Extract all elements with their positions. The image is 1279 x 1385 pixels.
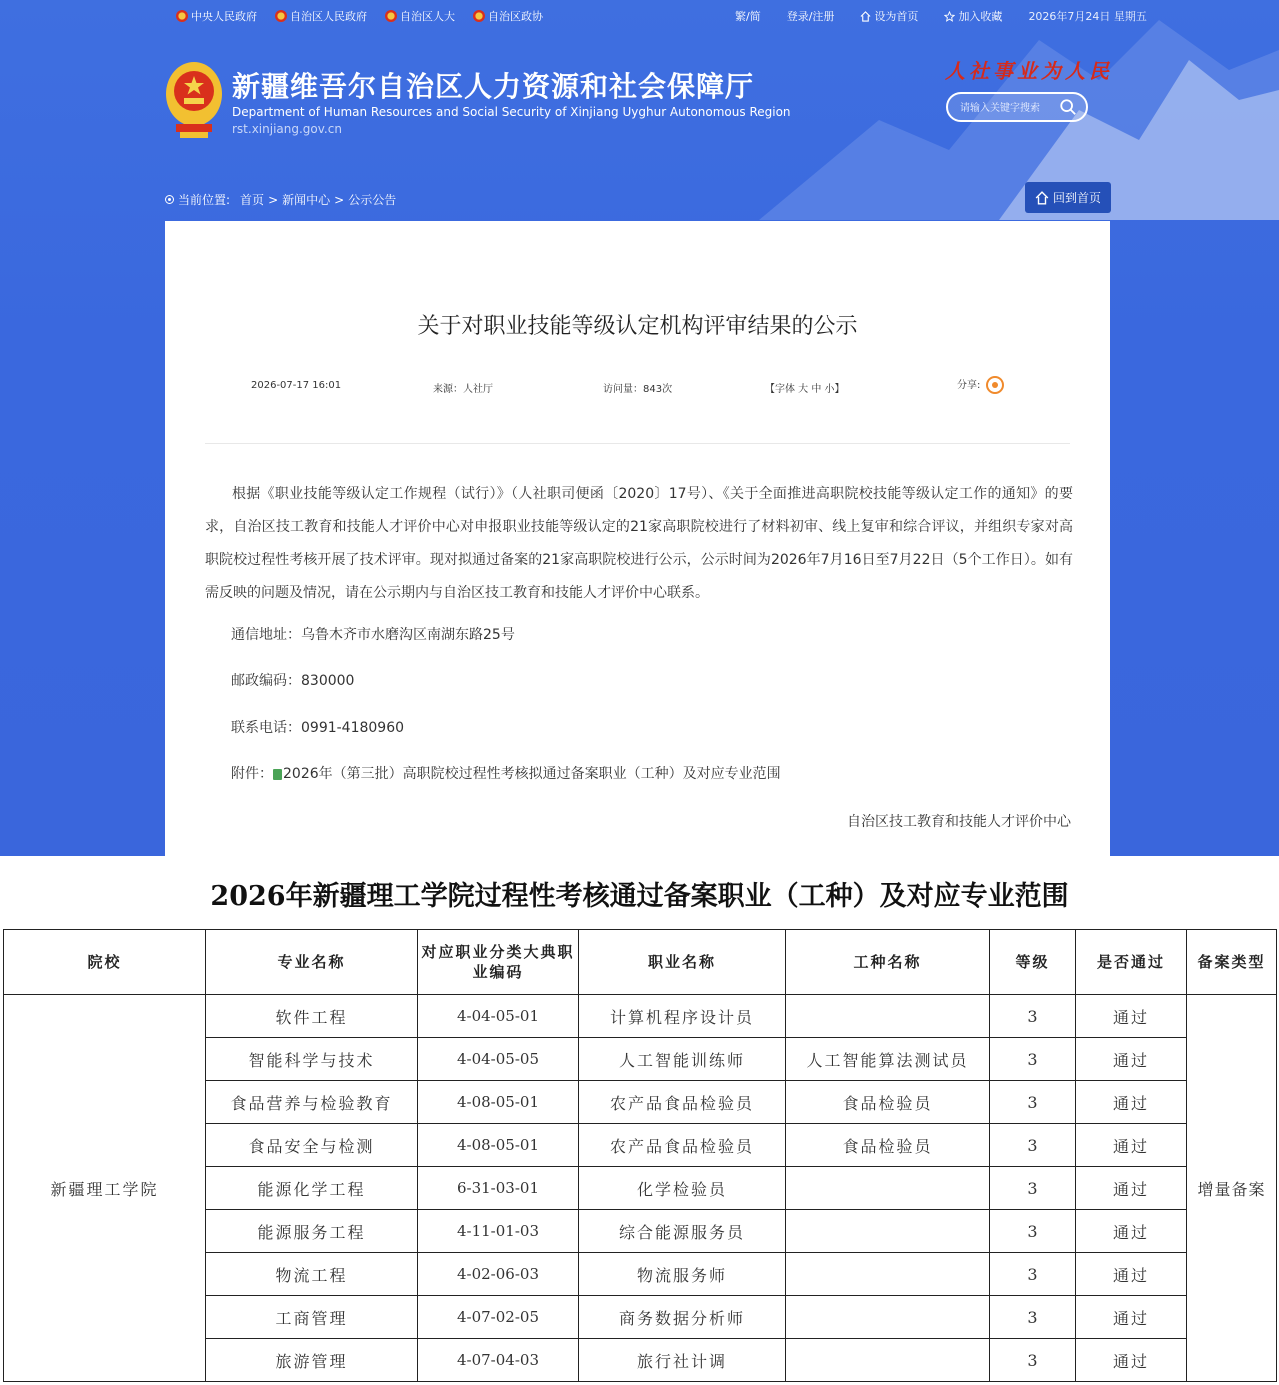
passed-cell: 通过	[1076, 1210, 1187, 1253]
article-body: 根据《职业技能等级认定工作规程（试行）》（人社职司便函〔2020〕17号）、《关于全面推进高职院校技能等级认定工作的通知》的要求，自治区技工教育和技能人才评价中心对申报职业技能等级认定的21家高职院校进行了材料初审、线上复审和综合评议，并组织专家对高职院校过程性考核开展了技术评审。现对拟通过备案的21家高职院校进行公示，公示时间为2026年7月16日至7月22日（5个工作日）。如有需反映的问题及情况，请在公示期内与自治区技工教育和技能人才评价中心联系。	[205, 486, 1073, 601]
home-icon	[1035, 191, 1049, 205]
job-cell: 人工智能算法测试员	[786, 1038, 990, 1081]
passed-cell: 通过	[1076, 1167, 1187, 1210]
attachment-label: 附件：	[231, 766, 273, 782]
table-row	[4, 995, 1277, 1038]
code-cell: 4-07-04-03	[418, 1339, 579, 1382]
job-cell	[786, 1210, 990, 1253]
level-cell: 3	[990, 1167, 1076, 1210]
breadcrumb-news[interactable]: 新闻中心	[282, 193, 331, 207]
column-header: 工种名称	[786, 930, 990, 995]
article-views: 访问量：843次	[603, 384, 673, 395]
occupation-cell: 综合能源服务员	[579, 1210, 786, 1253]
contact-postcode: 邮政编码：830000	[231, 673, 355, 689]
signature: 自治区技工教育和技能人才评价中心	[847, 814, 1071, 830]
level-cell: 3	[990, 1253, 1076, 1296]
contact-address: 通信地址：乌鲁木齐市水磨沟区南湖东路25号	[231, 627, 515, 643]
major-cell: 软件工程	[206, 995, 418, 1038]
attachment-sheet	[0, 856, 1279, 1385]
major-cell: 能源服务工程	[206, 1210, 418, 1253]
breadcrumb-home[interactable]: 首页	[240, 193, 265, 207]
sheet-title: 2026年新疆理工学院过程性考核通过备案职业（工种）及对应专业范围	[210, 881, 1069, 912]
slogan: 人社事业为人民	[945, 59, 1113, 83]
column-header: 等级	[990, 930, 1076, 995]
passed-cell: 通过	[1076, 1253, 1187, 1296]
occupation-table	[3, 929, 1277, 1382]
major-cell: 旅游管理	[206, 1339, 418, 1382]
file-icon	[273, 769, 282, 780]
lang-toggle[interactable]: 繁/简	[735, 10, 761, 23]
emblem-icon	[385, 10, 397, 22]
article-title: 关于对职业技能等级认定机构评审结果的公示	[417, 314, 858, 339]
emblem-icon	[176, 10, 188, 22]
occupation-cell: 物流服务师	[579, 1253, 786, 1296]
passed-cell: 通过	[1076, 1038, 1187, 1081]
search-box	[946, 92, 1088, 122]
column-header: 是否通过	[1076, 930, 1187, 995]
share-label: 分享:	[957, 380, 981, 391]
search-icon[interactable]	[1059, 98, 1077, 116]
home-icon	[860, 11, 871, 22]
passed-cell: 通过	[1076, 1339, 1187, 1382]
article-source: 来源：人社厅	[433, 384, 493, 395]
column-header: 专业名称	[206, 930, 418, 995]
font-size-control[interactable]: 【字体 大 中 小】	[765, 384, 845, 395]
article-date: 2026-07-17 16:01	[251, 380, 342, 391]
share-area	[957, 376, 1004, 394]
search-input[interactable]	[958, 99, 1062, 117]
occupation-cell: 化学检验员	[579, 1167, 786, 1210]
column-header: 院校	[4, 930, 206, 995]
level-cell: 3	[990, 1081, 1076, 1124]
occupation-cell: 旅行社计调	[579, 1339, 786, 1382]
job-cell	[786, 1167, 990, 1210]
breadcrumb-separator: >	[268, 192, 279, 207]
site-title: 新疆维吾尔自治区人力资源和社会保障厅	[232, 70, 755, 103]
article-card	[165, 221, 1110, 856]
occupation-cell: 人工智能训练师	[579, 1038, 786, 1081]
national-emblem-icon	[164, 58, 224, 142]
emblem-icon	[473, 10, 485, 22]
code-cell: 4-04-05-01	[418, 995, 579, 1038]
occupation-cell: 计算机程序设计员	[579, 995, 786, 1038]
top-bar	[0, 0, 1279, 30]
column-header: 备案类型	[1187, 930, 1277, 995]
major-cell: 智能科学与技术	[206, 1038, 418, 1081]
table-header-row	[4, 930, 1277, 995]
level-cell: 3	[990, 1339, 1076, 1382]
major-cell: 物流工程	[206, 1253, 418, 1296]
job-cell: 食品检验员	[786, 1081, 990, 1124]
occupation-cell: 农产品食品检验员	[579, 1081, 786, 1124]
level-cell: 3	[990, 995, 1076, 1038]
location-icon	[165, 195, 174, 204]
gov-link[interactable]: 自治区政协	[473, 8, 543, 24]
top-bar-right	[735, 8, 1147, 24]
breadcrumb	[165, 191, 396, 208]
job-cell: 食品检验员	[786, 1124, 990, 1167]
code-cell: 4-11-01-03	[418, 1210, 579, 1253]
code-cell: 4-02-06-03	[418, 1253, 579, 1296]
passed-cell: 通过	[1076, 1081, 1187, 1124]
column-header: 职业名称	[579, 930, 786, 995]
back-home-button[interactable]	[1025, 182, 1111, 213]
job-cell	[786, 995, 990, 1038]
passed-cell: 通过	[1076, 1296, 1187, 1339]
code-cell: 6-31-03-01	[418, 1167, 579, 1210]
breadcrumb-label: 当前位置:	[178, 193, 231, 207]
breadcrumb-separator: >	[334, 192, 345, 207]
column-header: 对应职业分类大典职业编码	[418, 930, 579, 995]
site-title-english: Department of Human Resources and Social Security of Xinjiang Uyghur Autonomous Region	[232, 105, 791, 119]
major-cell: 食品营养与检验教育	[206, 1081, 418, 1124]
code-cell: 4-08-05-01	[418, 1124, 579, 1167]
login-link[interactable]: 登录/注册	[786, 10, 835, 23]
gov-link[interactable]: 自治区人大	[385, 8, 455, 24]
divider	[205, 443, 1070, 444]
star-icon	[944, 11, 955, 22]
major-cell: 食品安全与检测	[206, 1124, 418, 1167]
school-cell: 新疆理工学院	[4, 995, 206, 1382]
contact-phone: 联系电话：0991-4180960	[231, 720, 405, 736]
passed-cell: 通过	[1076, 1124, 1187, 1167]
share-icon[interactable]	[986, 376, 1004, 394]
occupation-cell: 商务数据分析师	[579, 1296, 786, 1339]
major-cell: 能源化学工程	[206, 1167, 418, 1210]
gov-links	[176, 8, 543, 24]
gov-link[interactable]: 中央人民政府	[176, 8, 257, 24]
job-cell	[786, 1253, 990, 1296]
occupation-cell: 农产品食品检验员	[579, 1124, 786, 1167]
code-cell: 4-04-05-05	[418, 1038, 579, 1081]
attachment-link[interactable]: 2026年（第三批）高职院校过程性考核拟通过备案职业（工种）及对应专业范围	[283, 766, 781, 782]
job-cell	[786, 1339, 990, 1382]
level-cell: 3	[990, 1038, 1076, 1081]
level-cell: 3	[990, 1124, 1076, 1167]
filing-type-cell: 增量备案	[1187, 995, 1277, 1382]
current-date: 2026年7月24日 星期五	[1028, 10, 1147, 23]
code-cell: 4-07-02-05	[418, 1296, 579, 1339]
set-home-link[interactable]: 设为首页	[860, 8, 918, 24]
level-cell: 3	[990, 1296, 1076, 1339]
job-cell	[786, 1296, 990, 1339]
level-cell: 3	[990, 1210, 1076, 1253]
gov-link[interactable]: 自治区人民政府	[275, 8, 367, 24]
back-home-label: 回到首页	[1052, 191, 1101, 205]
code-cell: 4-08-05-01	[418, 1081, 579, 1124]
attachment-line	[231, 763, 781, 783]
major-cell: 工商管理	[206, 1296, 418, 1339]
favorite-link[interactable]: 加入收藏	[944, 8, 1002, 24]
site-domain: rst.xinjiang.gov.cn	[232, 122, 342, 136]
emblem-icon	[275, 10, 287, 22]
breadcrumb-section[interactable]: 公示公告	[348, 193, 397, 207]
passed-cell: 通过	[1076, 995, 1187, 1038]
